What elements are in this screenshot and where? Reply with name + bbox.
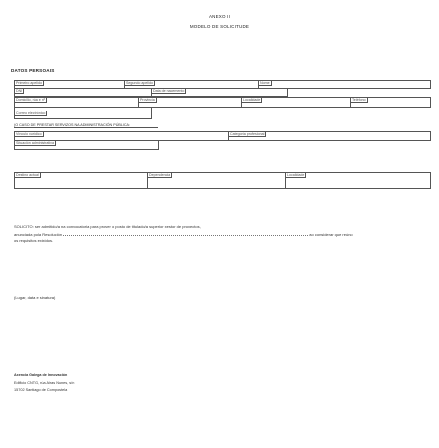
request-line-2-start: anunciada pola Resolución — [14, 232, 63, 237]
locality2-label: Localidade — [287, 173, 305, 177]
prof-category-label: Categoría profesional — [230, 132, 265, 136]
locality-label: Localidade — [243, 98, 261, 102]
department-label: Dependencia — [149, 173, 171, 177]
annex-label: ANEXO II — [208, 14, 231, 19]
phone-label: Teléfono — [352, 98, 366, 102]
footer-agency: Axencia Galega de Innovación — [14, 373, 68, 377]
second-surname-label: Segundo apelido — [126, 81, 153, 85]
request-line-2-end: ao considerar que reúno — [309, 232, 353, 237]
address-label: Domicilio, rúa e nº — [16, 98, 46, 102]
birth-date-label: Data de nacemento — [153, 89, 185, 93]
public-admin-note: (O CASO DE PRESTAR SERVIZOS NA ADMINISTRACIÓN PÚBLICA: — [14, 123, 158, 128]
current-post-label: Destino actual — [16, 173, 39, 177]
request-line-1: SOLICITO: ser admitido/a na convocatoria para prover o posto de titulado/a superior xestor de proxectos, — [14, 224, 201, 229]
first-surname-label: Primeiro apelido — [16, 81, 42, 85]
section-personal-title: DATOS PERSOAIS — [11, 68, 55, 73]
dni-field[interactable] — [14, 88, 152, 97]
phone-field[interactable] — [350, 97, 431, 108]
request-line-3: os requisitos exixidos. — [14, 238, 54, 243]
locality2-field[interactable] — [285, 172, 431, 189]
birth-date-field[interactable] — [151, 88, 288, 97]
admin-status-label: Situación administrativa — [16, 141, 54, 145]
form-title: MODELO DE SOLICITUDE — [189, 24, 250, 29]
footer-city: 15702 Santiago de Compostela — [14, 388, 68, 392]
department-field[interactable] — [147, 172, 286, 189]
footer-building: Edificio CNTG, rúa Airas Nunes, s/n — [14, 381, 75, 385]
admin-status-field[interactable] — [14, 140, 159, 150]
resolution-blank[interactable] — [63, 231, 308, 236]
name-label: Nome — [260, 81, 270, 85]
current-post-field[interactable] — [14, 172, 148, 189]
prof-category-field[interactable] — [228, 131, 431, 141]
locality-field[interactable] — [241, 97, 351, 108]
request-line-2 — [14, 231, 434, 239]
province-label: Provincia — [140, 98, 155, 102]
dni-label: DNI — [16, 89, 23, 93]
place-date-signature: (Lugar, data e sinatura) — [14, 295, 56, 300]
email-field[interactable] — [14, 107, 152, 119]
legal-link-label: Vínculo xurídico — [16, 132, 42, 136]
email-label: Correo electrónico — [16, 111, 46, 115]
province-field[interactable] — [138, 97, 242, 108]
